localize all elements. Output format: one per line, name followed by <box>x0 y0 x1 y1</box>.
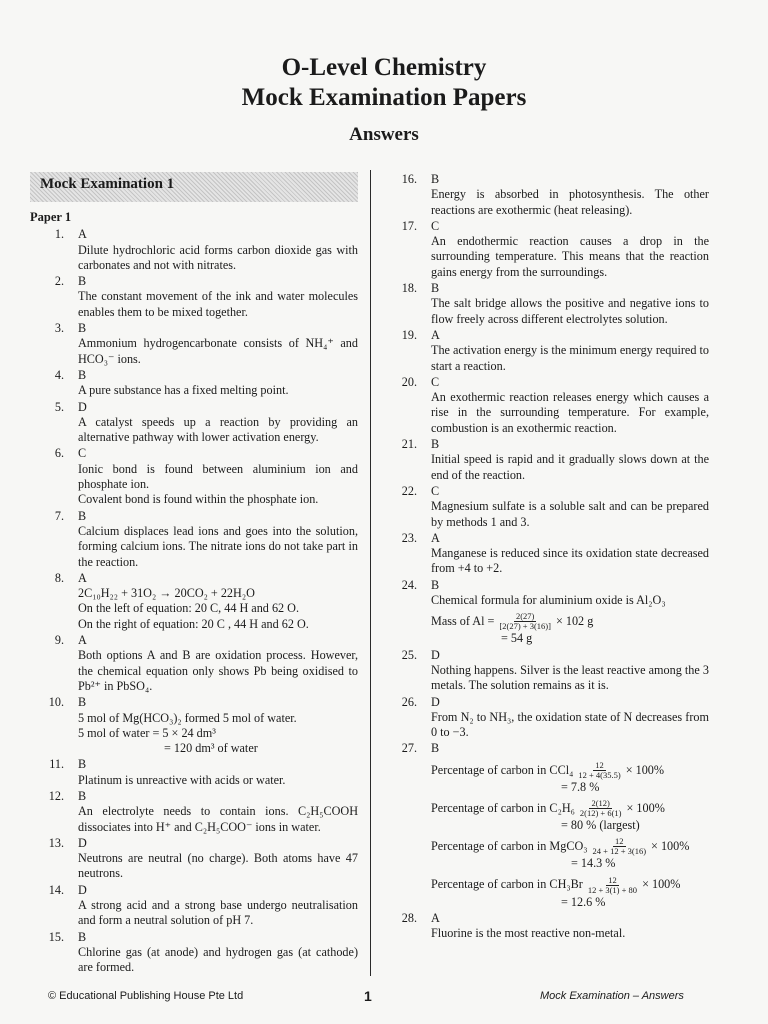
calculation-row <box>431 761 709 780</box>
question-number: 20. <box>401 374 417 389</box>
calculation-multiplier: × 100% <box>626 800 665 815</box>
answer-item <box>30 633 358 694</box>
answer-item <box>30 789 358 835</box>
question-number: 19. <box>401 327 417 342</box>
answer-option: A <box>78 633 87 648</box>
fraction <box>576 761 622 780</box>
explanation-line: Calcium displaces lead ions and goes into the solution, forming calcium ions. The nitrate ions do not take part in the reaction. <box>78 523 358 569</box>
answer-body <box>78 509 358 570</box>
question-number: 18. <box>401 281 417 296</box>
answer-item <box>383 172 709 218</box>
answer-option: C <box>431 483 440 498</box>
question-number: 22. <box>401 483 417 498</box>
answer-option: B <box>78 367 87 382</box>
question-number: 14. <box>48 882 64 897</box>
answer-body <box>78 836 358 882</box>
answer-option: B <box>78 757 87 772</box>
answer-body <box>78 446 358 507</box>
explanation-line: A catalyst speeds up a reaction by providing an alternative pathway with lower activation energy. <box>78 414 358 445</box>
answer-item <box>383 695 709 741</box>
calculation-label: Percentage of carbon in MgCO₃ <box>431 839 588 854</box>
answer-body <box>431 375 709 436</box>
question-number: 5. <box>54 399 64 414</box>
answer-item <box>383 281 709 327</box>
calculation-label: Percentage of carbon in CCl₄ <box>431 762 574 777</box>
answer-item <box>30 571 358 632</box>
fraction-numerator: 12 <box>608 874 617 885</box>
answer-body <box>431 648 709 694</box>
question-number: 23. <box>401 530 417 545</box>
question-number: 12. <box>48 788 64 803</box>
calculation-result: = 7.8 % <box>561 779 600 794</box>
fraction <box>578 799 624 818</box>
explanation-line: From N₂ to NH₃, the oxidation state of N decreases from 0 to −3. <box>431 709 709 740</box>
question-number: 1. <box>54 227 64 242</box>
explanation-line: 5 mol of water = 5 × 24 dm³ <box>78 725 216 740</box>
explanation-line: 5 mol of Mg(HCO₃)₂ formed 5 mol of water. <box>78 710 297 725</box>
paper-heading: Paper 1 <box>30 210 72 224</box>
question-number: 16. <box>401 172 417 186</box>
fraction <box>497 612 553 631</box>
answer-item <box>383 741 709 909</box>
question-number: 6. <box>54 446 64 461</box>
answer-body <box>431 741 709 909</box>
answer-item <box>383 484 709 530</box>
answer-option: B <box>78 508 87 523</box>
answer-item <box>30 757 358 788</box>
answer-item <box>383 328 709 374</box>
question-number: 26. <box>401 694 417 709</box>
answer-body <box>78 789 358 835</box>
calculation-result: = 14.3 % <box>571 856 616 871</box>
question-number: 7. <box>54 508 64 523</box>
answer-option: A <box>431 910 440 925</box>
answer-option: D <box>78 882 87 897</box>
column-divider <box>370 170 371 976</box>
explanation-line: A strong acid and a strong base undergo neutralisation and form a neutral solution of pH 7. <box>78 898 358 928</box>
answer-item <box>30 400 358 446</box>
answer-option: C <box>431 218 440 233</box>
fraction-denominator: 12 + 4(35.5) <box>578 769 621 780</box>
answer-option: B <box>78 929 87 944</box>
answer-item <box>383 578 709 647</box>
explanation-line: 2C₁₀H₂₂ + 31O₂ → 20CO₂ + 22H₂O <box>78 586 255 601</box>
explanation-line: Energy is absorbed in photosynthesis. The other reactions are exothermic (heat releasing). <box>431 187 709 217</box>
fraction-denominator: 12 + 3(1) + 80 <box>587 884 638 895</box>
question-number: 8. <box>54 570 64 585</box>
answer-body <box>78 695 358 756</box>
answer-body <box>431 172 709 218</box>
answer-option: B <box>431 172 440 186</box>
answer-body <box>431 219 709 280</box>
answer-item <box>30 227 358 273</box>
answers-left-column <box>30 172 358 977</box>
explanation-line: Neutrons are neutral (no charge). Both atoms have 47 neutrons. <box>78 851 358 881</box>
question-number: 2. <box>54 274 64 289</box>
answer-option: B <box>431 741 440 756</box>
explanation-line: On the right of equation: 20 C , 44 H and 62 O. <box>78 616 309 631</box>
question-number: 28. <box>401 910 417 925</box>
answer-body <box>431 531 709 577</box>
fraction-numerator: 12 <box>595 759 604 770</box>
question-number: 4. <box>54 367 64 382</box>
answer-body <box>78 571 358 632</box>
explanation-line: Chlorine gas (at anode) and hydrogen gas (at cathode) are formed. <box>78 944 358 975</box>
calculation-row <box>431 876 709 895</box>
explanation-line: The constant movement of the ink and water molecules enables them to be mixed together. <box>78 289 358 319</box>
answer-option: C <box>78 446 87 461</box>
question-number: 24. <box>401 577 417 592</box>
question-number: 11. <box>49 757 64 772</box>
explanation-line: A pure substance has a fixed melting point. <box>78 383 289 398</box>
answer-option: D <box>431 694 440 709</box>
explanation-line: Magnesium sulfate is a soluble salt and can be prepared by methods 1 and 3. <box>431 499 709 529</box>
answer-option: B <box>431 281 440 296</box>
question-number: 9. <box>54 633 64 648</box>
question-number: 21. <box>401 437 417 452</box>
question-number: 3. <box>54 321 64 336</box>
answer-option: A <box>431 530 440 545</box>
answer-option: B <box>78 274 87 289</box>
answers-right-column <box>383 172 709 942</box>
answer-option: B <box>78 321 87 336</box>
answer-body <box>431 281 709 327</box>
explanation-line: The activation energy is the minimum energy required to start a reaction. <box>431 343 709 373</box>
page-title-line-2: Mock Examination Papers <box>241 84 527 111</box>
fraction-numerator: 2(27) <box>515 611 535 622</box>
answer-body <box>78 400 358 446</box>
answer-option: D <box>78 835 87 850</box>
question-number: 13. <box>48 835 64 850</box>
explanation-line: Nothing happens. Silver is the least reactive among the 3 metals. The solution remains as it is. <box>431 662 709 693</box>
answer-body <box>431 437 709 483</box>
explanation-line: Fluorine is the most reactive non-metal. <box>431 926 626 941</box>
calculation-result: = 12.6 % <box>561 894 606 909</box>
answer-item <box>383 219 709 280</box>
calculation-multiplier: × 102 g <box>555 614 594 629</box>
fraction-denominator: [2(27) + 3(16)] <box>499 621 551 632</box>
question-number: 25. <box>401 647 417 662</box>
explanation-line: Chemical formula for aluminium oxide is Al₂O₃ <box>431 593 666 608</box>
answer-option: B <box>78 788 87 803</box>
answer-body <box>431 911 709 942</box>
answer-item <box>383 911 709 942</box>
explanation-line: Dilute hydrochloric acid forms carbon dioxide gas with carbonates and not with nitrates. <box>78 242 358 272</box>
answer-option: C <box>431 374 440 389</box>
explanation-line: An exothermic reaction releases energy which causes a rise in the surrounding temperature. For example, combustion is an exothermic reaction. <box>431 390 709 435</box>
explanation-line: Platinum is unreactive with acids or water. <box>78 772 286 787</box>
answer-option: D <box>78 399 87 414</box>
explanation-line: Initial speed is rapid and it gradually slows down at the end of the reaction. <box>431 452 709 482</box>
answer-body <box>431 695 709 741</box>
explanation-line: Both options A and B are oxidation process. However, the chemical equation only shows Pb being oxidised to Pb²⁺ in PbSO₄. <box>78 648 358 693</box>
explanation-line: = 120 dm³ of water <box>164 741 258 756</box>
answer-option: B <box>431 437 440 452</box>
answer-option: B <box>431 577 440 592</box>
answer-body <box>431 578 709 647</box>
answer-item <box>30 695 358 756</box>
fraction-numerator: 12 <box>615 836 624 847</box>
footer-copyright: © Educational Publishing House Pte Ltd <box>48 990 244 1002</box>
explanation-line: An electrolyte needs to contain ions. C₂H₅COOH dissociates into H⁺ and C₂H₅COO⁻ ions in water. <box>78 804 358 834</box>
explanation-line: Manganese is reduced since its oxidation state decreased from +4 to +2. <box>431 546 709 576</box>
answer-item <box>30 509 358 570</box>
answer-option: B <box>78 695 87 710</box>
answer-body <box>78 368 358 399</box>
answer-option: A <box>431 327 440 342</box>
explanation-line: Ammonium hydrogencarbonate consists of NH₄⁺ and HCO₃⁻ ions. <box>78 336 358 366</box>
calculation-row <box>431 612 709 631</box>
answer-body <box>78 321 358 367</box>
question-number: 10. <box>48 695 64 710</box>
fraction-numerator: 2(12) <box>591 797 610 808</box>
explanation-line: The salt bridge allows the positive and negative ions to flow freely across different electrolytes solution. <box>431 296 709 326</box>
calculation-row <box>431 837 709 856</box>
answer-body <box>78 757 358 788</box>
answer-body <box>78 930 358 976</box>
page-title-line-1: O-Level Chemistry <box>281 54 487 81</box>
fraction <box>591 837 649 856</box>
footer-page-number: 1 <box>364 988 372 1004</box>
question-number: 17. <box>401 218 417 233</box>
answer-item <box>383 375 709 436</box>
answer-option: A <box>78 227 87 242</box>
answer-item <box>383 437 709 483</box>
answer-option: A <box>78 570 87 585</box>
question-number: 15. <box>48 929 64 944</box>
answer-item <box>30 321 358 367</box>
answer-item <box>30 836 358 882</box>
answer-body <box>431 484 709 530</box>
fraction-denominator: 2(12) + 6(1) <box>579 807 622 818</box>
answer-body <box>78 633 358 694</box>
answer-body <box>431 328 709 374</box>
section-heading: Mock Examination 1 <box>30 172 358 202</box>
explanation-line: Covalent bond is found within the phosphate ion. <box>78 492 319 507</box>
calculation-result: = 54 g <box>501 631 533 646</box>
explanation-line: On the left of equation: 20 C, 44 H and 62 O. <box>78 601 300 616</box>
answer-item <box>30 368 358 399</box>
answer-body <box>78 227 358 273</box>
answer-option: D <box>431 647 440 662</box>
explanation-line: An endothermic reaction causes a drop in the surrounding temperature. This means that the reaction gains energy from the surroundings. <box>431 234 709 279</box>
answer-item <box>30 883 358 929</box>
calculation-label: Percentage of carbon in CH₃Br <box>431 877 583 892</box>
explanation-line: Ionic bond is found between aluminium ion and phosphate ion. <box>78 461 358 492</box>
calculation-label: Percentage of carbon in C₂H₆ <box>431 800 575 815</box>
calculation-label: Mass of Al = <box>431 614 495 629</box>
fraction <box>586 876 639 895</box>
answer-item <box>30 274 358 320</box>
answer-item <box>383 648 709 694</box>
answer-item <box>30 446 358 507</box>
question-number: 27. <box>401 741 417 756</box>
answer-item <box>30 930 358 976</box>
calculation-row <box>431 799 709 818</box>
answer-body <box>78 883 358 929</box>
calculation-result: = 80 % (largest) <box>561 817 640 832</box>
answer-body <box>78 274 358 320</box>
fraction-denominator: 24 + 12 + 3(16) <box>592 846 647 857</box>
calculation-multiplier: × 100% <box>642 877 681 892</box>
answer-item <box>383 531 709 577</box>
calculation-multiplier: × 100% <box>625 762 665 777</box>
page-subtitle: Answers <box>349 124 419 145</box>
calculation-multiplier: × 100% <box>651 839 690 854</box>
footer-section-title: Mock Examination – Answers <box>540 990 684 1002</box>
